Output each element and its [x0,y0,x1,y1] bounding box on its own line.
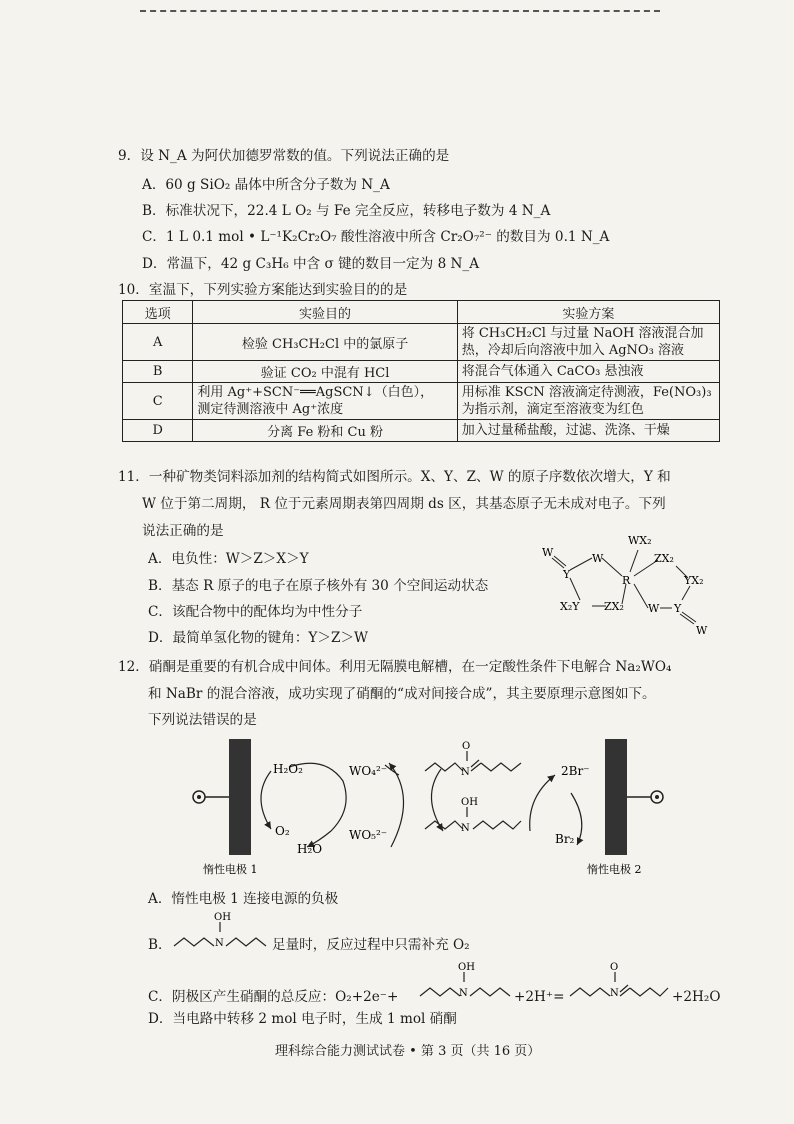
table-header: 实验方案 [457,301,719,324]
q12-option-d: D．当电路中转移 2 mol 电子时，生成 1 mol 硝酮 [148,1011,457,1027]
electrode-2-label: 惰性电极 2 [587,863,642,876]
struct-y-left: Y [563,568,571,581]
struct-w-inner: W [592,552,604,565]
label-h2o2: H₂O₂ [273,762,303,776]
q9-option-d: D．常温下，42 g C₃H₆ 中含 σ 键的数目一定为 8 N_A [142,256,480,272]
table-cell-plan [457,383,719,420]
page-footer: 理科综合能力测试试卷 • 第 3 页（共 16 页） [275,1044,541,1059]
nitrone-n-label: N [461,767,470,778]
option-c-o-label: O [610,962,619,973]
table-cell-goal: 分离 Fe 粉和 Cu 粉 [193,420,457,442]
table-row [123,361,720,383]
page-top-border [140,10,660,12]
struct-w-bottom: W [648,602,660,615]
label-wo5: WO₅²⁻ [349,828,388,842]
option-c-n-label: N [459,988,468,999]
q12-option-c-suffix: +2H₂O [672,989,721,1005]
q11-option-d: D．最简单氢化物的键角：Y＞Z＞W [148,630,369,646]
q12-electrolysis-diagram [185,735,675,880]
option-b-n-label: N [215,938,224,949]
plan-line: 将 CH₃CH₂Cl 与过量 NaOH 溶液混合加 [461,326,704,341]
q12-option-c-mid: +2H⁺= [514,989,565,1005]
hydroxylamine-n-label: N [461,823,470,834]
label-br2: Br₂ [555,832,575,846]
q11-option-b: B．基态 R 原子的电子在原子核外有 30 个空间运动状态 [148,578,489,594]
q11-stem-line2: W 位于第二周期， R 位于元素周期表第四周期 ds 区，其基态原子无未成对电子。下列 [142,496,666,512]
goal-line: 测定待测溶液中 Ag⁺浓度 [197,402,344,417]
option-b-oh-label: OH [214,912,231,923]
label-h2o: H₂O [297,842,323,856]
q9-option-b: B．标准状况下，22.4 L O₂ 与 Fe 完全反应，转移电子数为 4 N_A [142,203,551,219]
q12-option-c-prefix: C．阴极区产生硝酮的总反应：O₂+2e⁻+ [148,989,399,1005]
plan-line: 用标准 KSCN 溶液滴定待测液，Fe(NO₃)₃ [461,385,712,400]
table-cell-plan [457,324,719,361]
hydroxylamine-oh-label: OH [461,797,478,808]
q9-option-a: A．60 g SiO₂ 晶体中所含分子数为 N_A [142,177,390,193]
q11-structure-diagram [530,528,730,640]
q9-stem: 9．设 N_A 为阿伏加德罗常数的值。下列说法正确的是 [118,148,450,164]
struct-wx2: WX₂ [628,534,652,547]
table-cell-option: B [123,361,193,383]
struct-zx2-right: ZX₂ [654,552,674,565]
goal-line: 利用 Ag⁺+SCN⁻══AgSCN↓（白色）， [197,385,434,400]
label-o2: O₂ [275,824,290,838]
q12-option-b-text: 足量时，反应过程中只需补充 O₂ [272,937,470,953]
option-c-hydroxylamine [418,958,514,1004]
table-header: 实验目的 [193,301,457,324]
option-b-hydroxylamine [172,910,272,952]
plan-line: 为指示剂，滴定至溶液变为红色 [461,402,644,417]
q12-option-b-prefix: B． [148,937,172,953]
table-cell-option: C [123,383,193,420]
electrode-1-label: 惰性电极 1 [203,863,258,876]
q10-stem: 10．室温下，下列实验方案能达到实验目的的是 [118,282,408,298]
option-c-oh-label: OH [458,962,475,973]
table-cell-goal [193,383,457,420]
q11-option-c: C．该配合物中的配体均为中性分子 [148,604,363,620]
electrode-1-plate [229,739,251,855]
label-wo4: WO₄²⁻ [349,764,388,778]
table-row [123,420,720,442]
option-c-nitrone-n-label: N [610,988,619,999]
table-header: 选项 [123,301,193,324]
q9-option-c: C．1 L 0.1 mol • L⁻¹K₂Cr₂O₇ 酸性溶液中所含 Cr₂O₇²⁻ 的数目为 0.1 N_A [142,229,610,245]
struct-yx2: YX₂ [684,574,704,587]
table-cell-option: A [123,324,193,361]
table-cell-plan: 加入过量稀盐酸，过滤、洗涤、干燥 [457,420,719,442]
label-2br: 2Br⁻ [561,764,590,778]
table-header-row [123,301,720,324]
q11-option-a: A．电负性：W＞Z＞X＞Y [148,551,309,567]
electrode-2-plate [605,739,627,855]
struct-zx2-left: ZX₂ [604,600,624,613]
table-cell-goal: 检验 CH₃CH₂Cl 中的氯原子 [193,324,457,361]
table-row [123,324,720,361]
plan-line: 热，冷却后向溶液中加入 AgNO₃ 溶液 [461,343,684,358]
q12-stem-line3: 下列说法错误的是 [148,712,257,728]
struct-y-bottom: Y [674,602,682,615]
table-row [123,383,720,420]
nitrone-o-label: O [462,741,471,752]
q11-stem-line3: 说法正确的是 [142,523,224,539]
q11-stem-line1: 11．一种矿物类饲料添加剂的结构简式如图所示。X、Y、Z、W 的原子序数依次增大，Y 和 [118,469,671,485]
struct-w-top: W [542,546,554,559]
q12-stem-line2: 和 NaBr 的混合溶液，成功实现了硝酮的“成对间接合成”，其主要原理示意图如下。 [148,686,656,702]
struct-w-end: W [696,624,708,637]
option-c-nitrone [568,958,672,1004]
q12-stem-line1: 12．硝酮是重要的有机合成中间体。利用无隔膜电解槽，在一定酸性条件下电解合 Na₂WO₄ [118,659,672,675]
table-cell-option: D [123,420,193,442]
nitrone-structure [425,751,521,771]
q10-table [122,300,720,442]
q12-option-a: A．惰性电极 1 连接电源的负极 [148,891,339,907]
struct-r: R [622,574,631,587]
table-cell-plan: 将混合气体通入 CaCO₃ 悬浊液 [457,361,719,383]
table-cell-goal: 验证 CO₂ 中混有 HCl [193,361,457,383]
struct-x2y: X₂Y [560,600,580,613]
